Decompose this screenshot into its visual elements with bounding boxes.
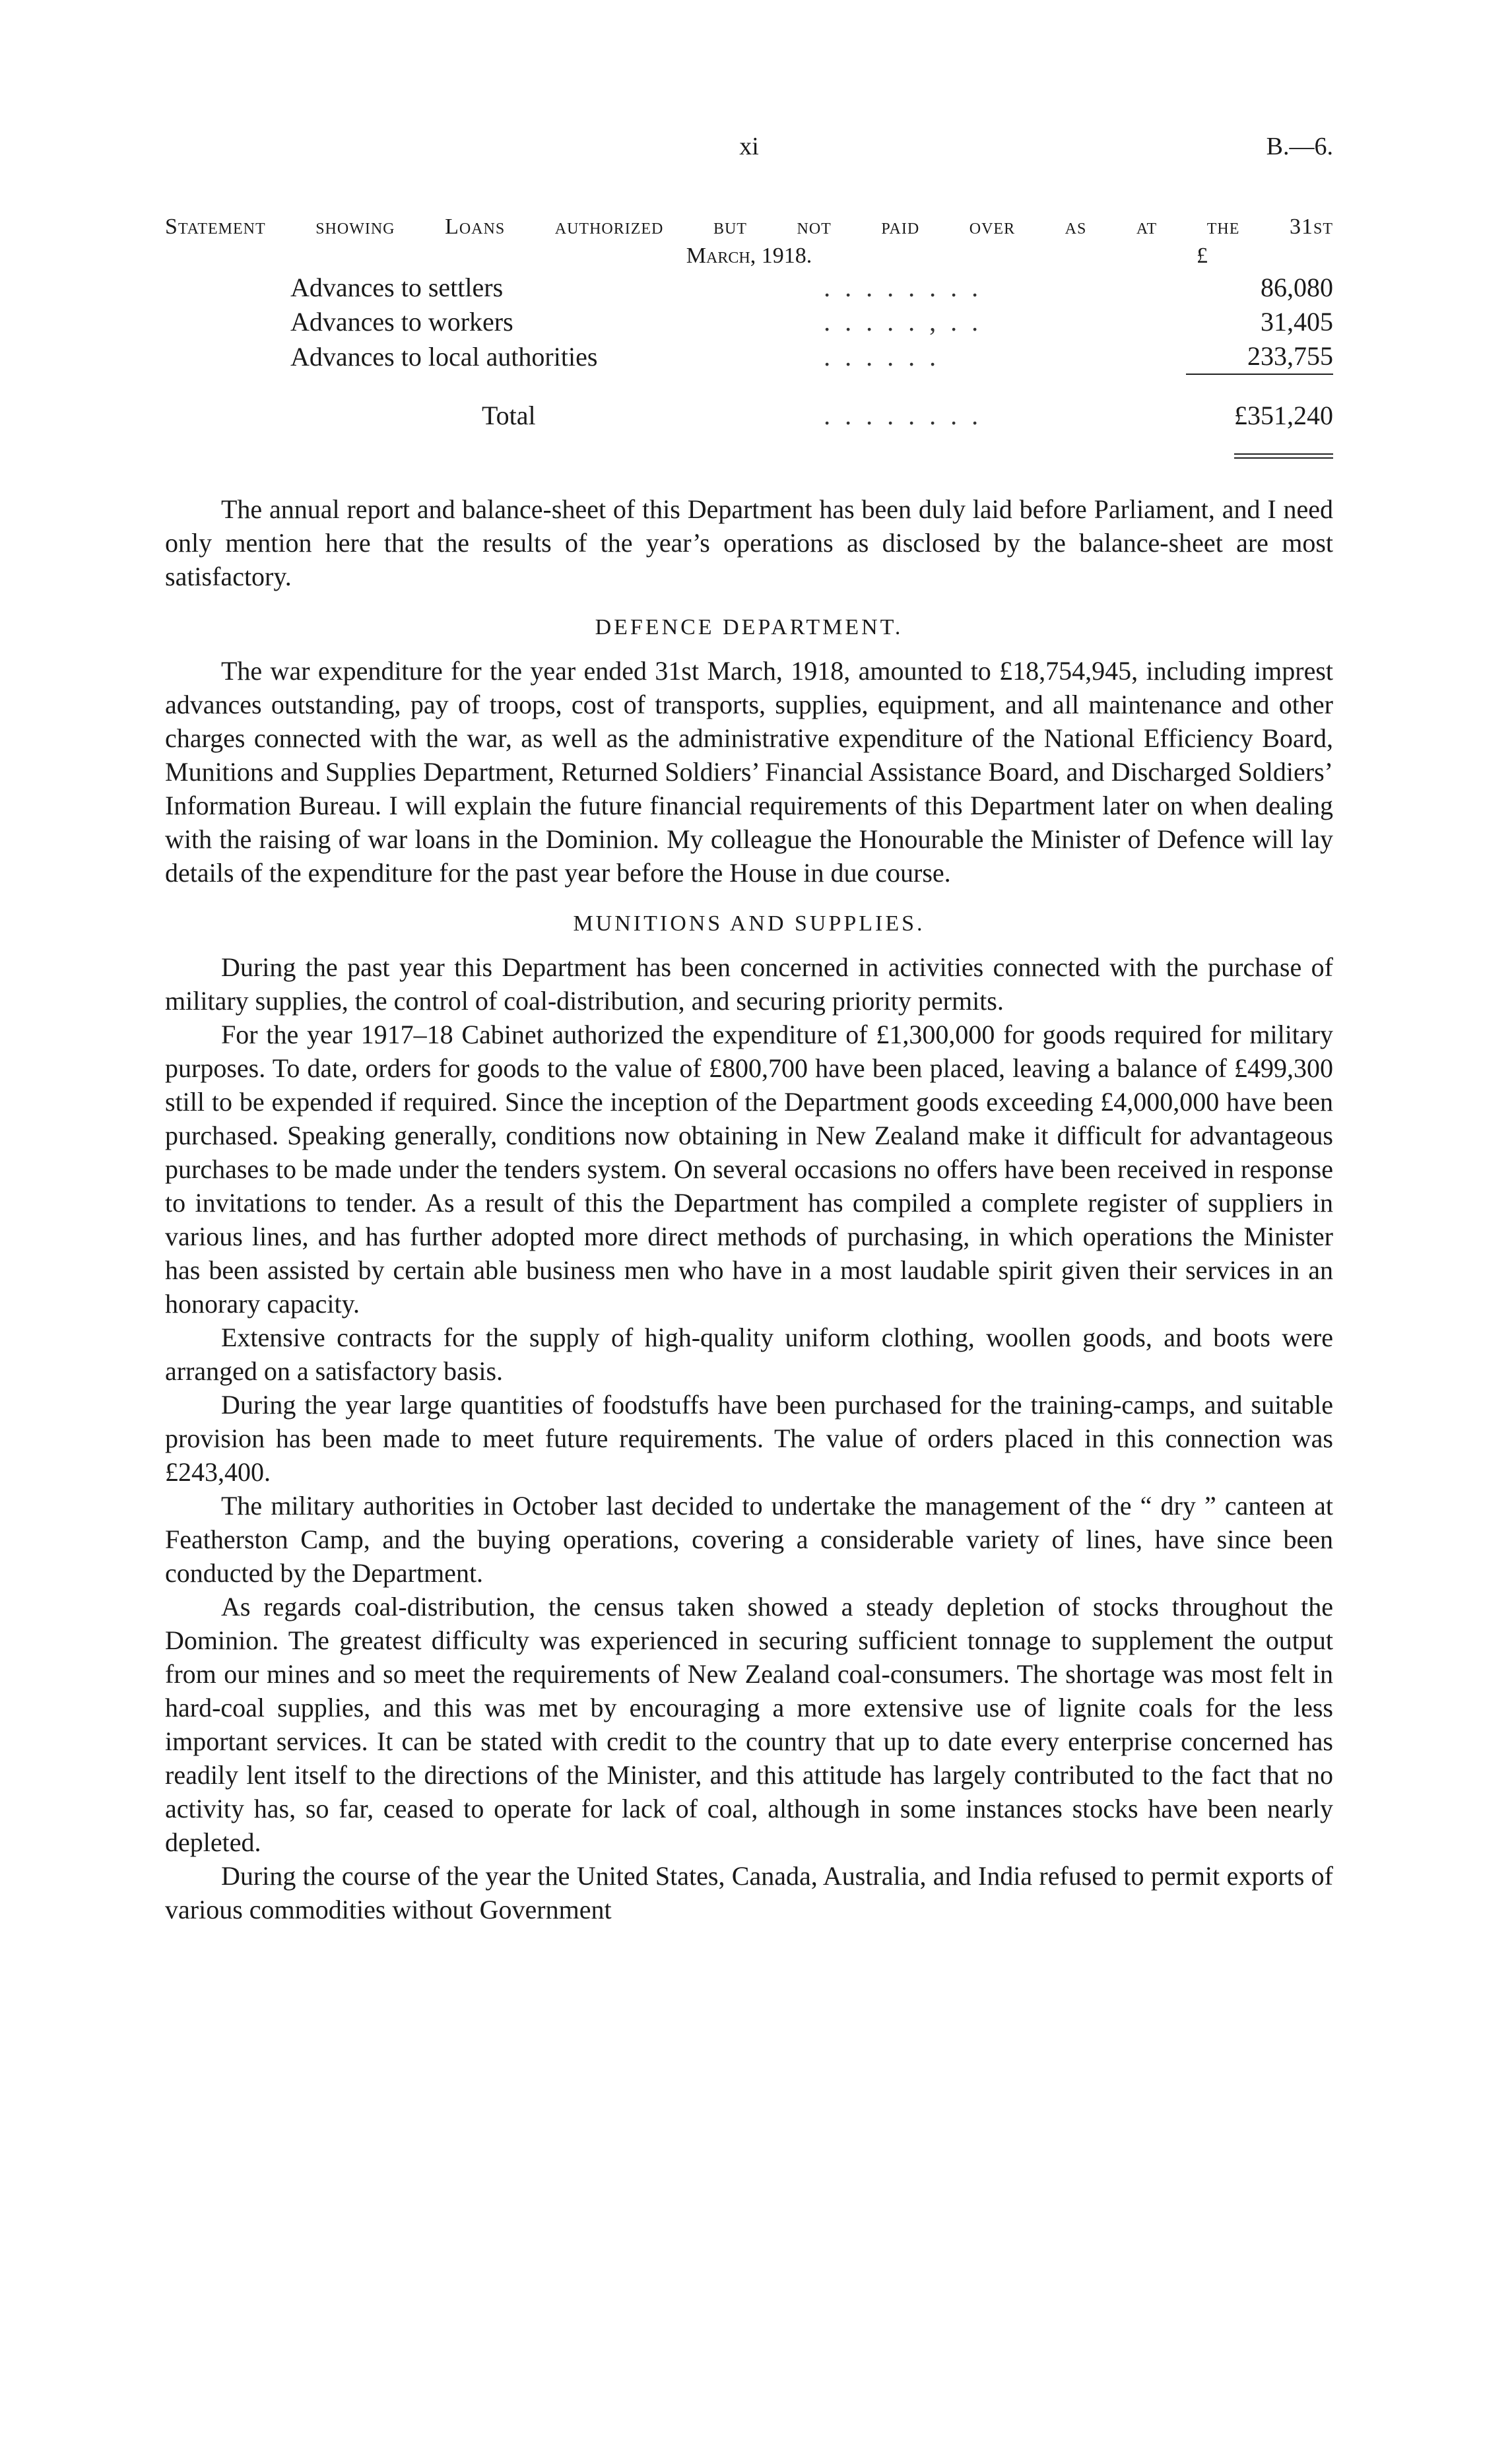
sum-rule (1186, 374, 1333, 380)
row-leader: . . . . . , . . (824, 307, 983, 337)
statement-title: Statement showing Loans authorized but not paid over as at the 31st (165, 214, 1333, 239)
currency-symbol: £ (1197, 244, 1208, 268)
total-label: Total (482, 401, 536, 430)
paragraph: As regards coal-distribution, the census taken showed a steady depletion of stocks throughout the Dominion. The greatest difficulty was experienced in securing sufficient tonnage to supplement the output from our mines and so meet the requirements of New Zealand coal-consumers. The shortage was most felt in hard-coal supplies, and this was met by encouraging a more extensive use of lignite coals for the less important services. It can be stated with credit to the country that up to date every enterprise concerned has readily lent itself to the directions of the Minister, and this attitude has largely contributed to the fact that no activity has, so far, ceased to operate for lack of coal, although in some instances stocks have been nearly depleted. (165, 1592, 1333, 1857)
paragraph: During the course of the year the United States, Canada, Australia, and India refused to permit exports of various commodities without Government (165, 1861, 1333, 1924)
row-label: Advances to workers (290, 307, 513, 337)
total-leader: . . . . . . . . (824, 401, 983, 430)
row-amount: 86,080 (1261, 273, 1333, 302)
row-label: Advances to local authorities (290, 342, 598, 372)
loans-table (290, 271, 1333, 467)
rule-row (290, 433, 1333, 467)
table-row (290, 305, 1333, 339)
page-number: xi (739, 133, 759, 160)
section-heading-munitions: MUNITIONS AND SUPPLIES. (573, 911, 925, 936)
paragraph: Extensive contracts for the supply of high-quality uniform clothing, woollen goods, and boots were arranged on a satisfactory basis. (165, 1323, 1333, 1386)
double-rule (1234, 453, 1333, 459)
document-page (165, 132, 1333, 1926)
rule-row (290, 374, 1333, 380)
row-amount: 233,755 (1247, 341, 1333, 371)
paragraph: During the year large quantities of foodstuffs have been purchased for the training-camps, and suitable provision has been made to meet future requirements. The value of orders placed in this connection was £243,400. (165, 1390, 1333, 1487)
paragraph: During the past year this Department has been concerned in activities connected with the purchase of military supplies, the control of coal-distribution, and securing priority permits. (165, 952, 1333, 1016)
statement-date: March, 1918. (686, 244, 812, 268)
paragraph: The war expenditure for the year ended 31st March, 1918, amounted to £18,754,945, including imprest advances outstanding, pay of troops, cost of transports, supplies, equipment, and all maintenance and other charges connected with the war, as well as the administrative expenditure of the National Efficiency Board, Munitions and Supplies Department, Returned Soldiers’ Financial Assistance Board, and Discharged Soldiers’ Information Bureau. I will explain the future financial requirements of this Department later on when dealing with the raising of war loans in the Dominion. My colleague the Honourable the Minister of Defence will lay details of the expenditure for the past year before the House in due course. (165, 656, 1333, 888)
row-leader: . . . . . . . . (824, 273, 983, 302)
statement-title-date (165, 242, 1333, 271)
page-header (165, 132, 1333, 178)
paragraph: The annual report and balance-sheet of this Department has been duly laid before Parliament, and I need only mention here that the results of the year’s operations as disclosed by the balance-sheet are most satisfactory. (165, 494, 1333, 591)
paragraph: For the year 1917–18 Cabinet authorized the expenditure of £1,300,000 for goods required for military purposes. To date, orders for goods to the value of £800,700 have been placed, leaving a balance of £499,300 still to be expended if required. Since the inception of the Department goods exceeding £4,000,000 have been purchased. Speaking generally, conditions now obtaining in New Zealand make it difficult for advantageous purchases to be made under the tenders system. On several occasions no offers have been received in response to invitations to tender. As a result of this the Department has compiled a complete register of suppliers in various lines, and has further adopted more direct methods of purchasing, in which operations the Minister has been assisted by certain able business men who have in a most laudable spirit given their services in an honorary capacity. (165, 1020, 1333, 1319)
paragraph: The military authorities in October last decided to undertake the management of the “ dry ” canteen at Featherston Camp, and the buying operations, covering a considerable variety of lines, have since been conducted by the Department. (165, 1491, 1333, 1588)
row-amount: 31,405 (1261, 307, 1333, 337)
table-row (290, 271, 1333, 305)
row-label: Advances to settlers (290, 273, 504, 302)
document-reference: B.—6. (1266, 133, 1333, 160)
table-row (290, 339, 1333, 374)
section-heading-defence: DEFENCE DEPARTMENT. (595, 615, 904, 639)
row-leader: . . . . . . (824, 342, 940, 372)
total-row (290, 380, 1333, 433)
total-amount: £351,240 (1234, 401, 1333, 430)
